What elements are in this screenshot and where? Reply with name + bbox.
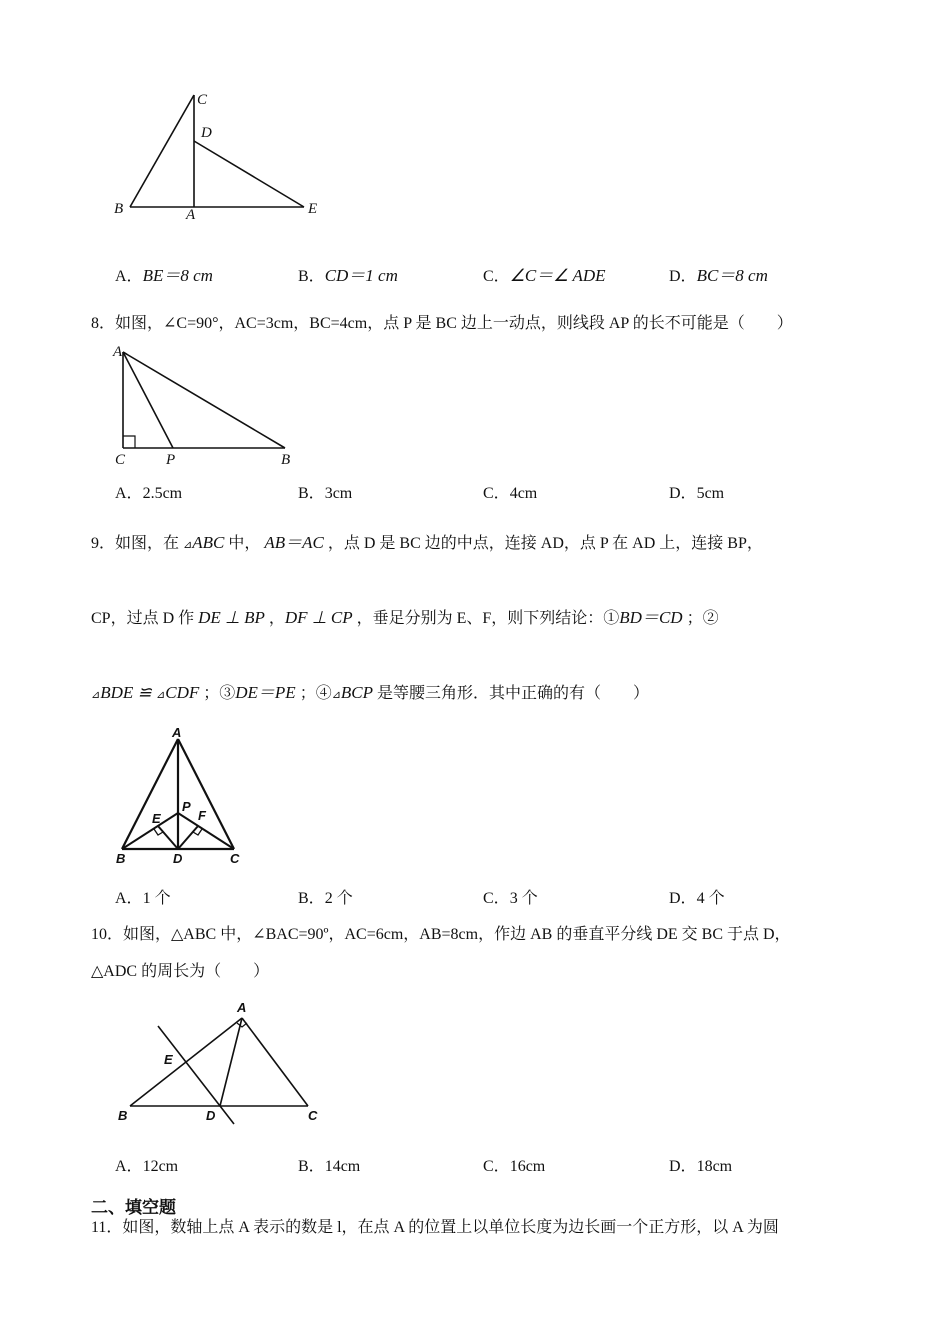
q7-label-c: C	[197, 92, 208, 108]
q10-segment-ad	[220, 1018, 242, 1106]
q9-option-d[interactable]: D．4 个	[669, 890, 725, 907]
q11-stem-line-1: 11．如图，数轴上点 A 表示的数是 l，在点 A 的位置上以单位长度为边长画一个正方形，以 A 为圆	[91, 1219, 779, 1236]
q8-figure	[105, 340, 305, 470]
q10-label-a: A	[237, 1000, 247, 1015]
q10-stem-line-2: △ADC 的周长为（ ）	[91, 963, 270, 980]
q8-label-a: A	[113, 344, 123, 360]
q7-figure	[100, 85, 340, 225]
q8-option-a[interactable]: A．2.5cm	[115, 485, 183, 502]
q8-label-p: P	[166, 452, 176, 468]
q8-option-c[interactable]: C．4cm	[483, 485, 538, 502]
q10-label-c: C	[308, 1108, 318, 1123]
q9-label-p: P	[182, 799, 191, 814]
q9-label-e: E	[152, 811, 161, 826]
q9-stem-line-2: CP，过点 D 作 DE ⊥ BP ，DF ⊥ CP ，垂足分别为 E、F，则下列结论：①BD＝CD ；②	[91, 608, 719, 627]
q7-label-d: D	[201, 125, 212, 141]
q8-label-c: C	[115, 452, 126, 468]
q7-option-b[interactable]: B．CD＝1 cm	[298, 266, 398, 285]
q8-option-d[interactable]: D．5cm	[669, 485, 725, 502]
q9-stem-line-1: 9．如图，在 ⊿ABC 中， AB＝AC ，点 D 是 BC 边的中点，连接 AD，点 P 在 AD 上，连接 BP，	[91, 533, 763, 552]
q7-segment-de	[194, 141, 304, 207]
q7-label-e: E	[308, 201, 318, 217]
q9-label-c: C	[230, 851, 240, 866]
section-title-fill-in-blank: 二、填空题	[91, 1198, 176, 1218]
q9-option-b[interactable]: B．2 个	[298, 890, 353, 907]
q9-label-a: A	[172, 725, 182, 740]
q7-option-a[interactable]: A．BE＝8 cm	[115, 266, 213, 285]
q9-option-c[interactable]: C．3 个	[483, 890, 538, 907]
q7-label-a: A	[186, 207, 196, 223]
q10-label-b: B	[118, 1108, 128, 1123]
q8-label-b: B	[281, 452, 291, 468]
q9-segment-ac	[178, 739, 234, 849]
q9-segment-df	[178, 826, 198, 849]
q9-label-f: F	[198, 808, 206, 823]
q9-segment-ab	[122, 739, 178, 849]
q9-figure	[110, 725, 260, 870]
q9-label-d: D	[173, 851, 183, 866]
q8-option-b[interactable]: B．3cm	[298, 485, 353, 502]
q7-label-b: B	[114, 201, 124, 217]
q7-option-c[interactable]: C．∠C＝∠ ADE	[483, 266, 606, 285]
q10-option-c[interactable]: C．16cm	[483, 1158, 546, 1175]
q7-option-d[interactable]: D．BC＝8 cm	[669, 266, 768, 285]
q10-stem-line-1: 10．如图，△ABC 中，∠BAC=90º，AC=6cm，AB=8cm，作边 AB 的垂直平分线 DE 交 BC 于点 D，	[91, 926, 791, 943]
q9-segment-de	[158, 826, 178, 849]
q10-option-a[interactable]: A．12cm	[115, 1158, 179, 1175]
q10-option-b[interactable]: B．14cm	[298, 1158, 361, 1175]
q8-right-angle-mark	[123, 436, 135, 448]
q10-label-e: E	[164, 1052, 173, 1067]
q10-label-d: D	[206, 1108, 216, 1123]
q8-stem: 8．如图，∠C=90°，AC=3cm，BC=4cm，点 P 是 BC 边上一动点，则线段 AP 的长不可能是（ ）	[91, 315, 793, 332]
q10-figure	[110, 996, 340, 1131]
q10-segment-ac	[242, 1018, 308, 1106]
q10-right-angle-mark	[237, 1023, 247, 1027]
q7-segment-bc	[130, 95, 194, 207]
q10-option-d[interactable]: D．18cm	[669, 1158, 733, 1175]
q9-stem-line-3: ⊿BDE ≌ ⊿CDF ；③DE＝PE ；④⊿BCP 是等腰三角形．其中正确的有（ ）	[91, 683, 650, 702]
q9-label-b: B	[116, 851, 126, 866]
q9-option-a[interactable]: A．1 个	[115, 890, 171, 907]
